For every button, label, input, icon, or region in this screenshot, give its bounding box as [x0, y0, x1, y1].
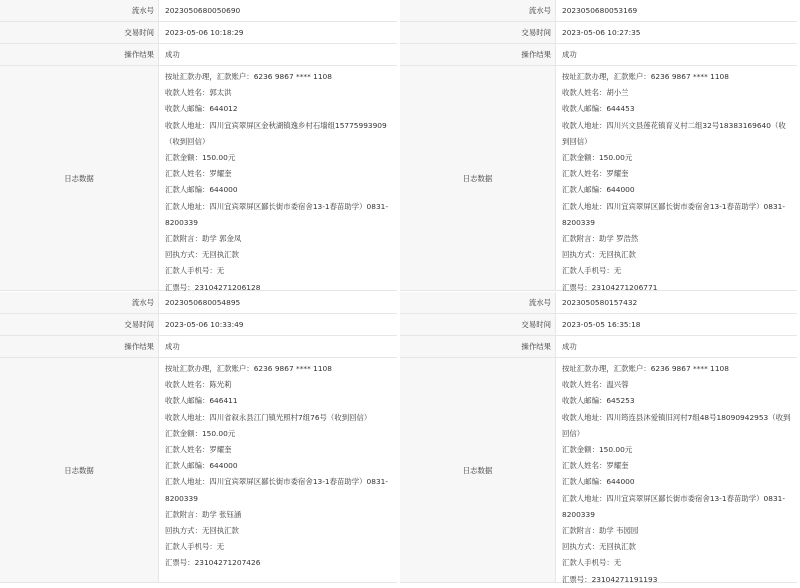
serial-label: 流水号 [400, 0, 556, 21]
serial-value: 2023050680053169 [562, 6, 638, 15]
log-label: 日志数据 [0, 66, 159, 290]
log-line: 汇票号：23104271206771 [562, 282, 658, 292]
log-line: 收款人姓名：胡小兰 [562, 88, 629, 98]
result-row [400, 336, 797, 358]
log-line: 收款人邮编：645253 [562, 396, 635, 406]
log-line: 汇款附言：助学 罗浩然 [562, 234, 639, 244]
result-label: 操作结果 [400, 336, 556, 357]
result-value: 成功 [562, 342, 577, 351]
time-label: 交易时间 [400, 314, 556, 335]
log-line: 汇款附言：助学 韦园园 [562, 526, 639, 536]
log-line: 汇款人邮编：644000 [562, 477, 635, 487]
record-card-2 [400, 0, 797, 291]
log-row [0, 66, 397, 291]
log-line: 收款人地址：四川省叙永县江门镇光照村7组76号（收到回信） [165, 412, 372, 422]
log-line: 收款人姓名：陈光莉 [165, 380, 232, 390]
log-line: 汇票号：23104271206128 [165, 282, 261, 292]
time-label: 交易时间 [0, 22, 159, 43]
log-line: 汇款附言：助学 郭金凤 [165, 234, 242, 244]
time-row [400, 22, 797, 44]
log-line: 汇款附言：助学 张钰涵 [165, 509, 242, 519]
result-value: 成功 [165, 50, 180, 59]
log-line: 收款人姓名：郭太洪 [165, 88, 232, 98]
log-line: 收款人地址：四川筠连县沐爱镇旧河村7组48号18090942953（收到回信） [562, 412, 791, 438]
log-line: 汇款金额：150.00元 [165, 428, 236, 438]
log-line: 汇款金额：150.00元 [562, 153, 633, 163]
log-line: 汇款人姓名：罗耀奎 [165, 445, 232, 455]
serial-label: 流水号 [0, 292, 159, 313]
log-label: 日志数据 [400, 66, 556, 290]
log-label: 日志数据 [0, 358, 159, 582]
time-value: 2023-05-05 16:35:18 [562, 320, 641, 329]
log-label: 日志数据 [400, 358, 556, 582]
log-line: 按址汇款办理，汇款账户：6236 9867 **** 1108 [165, 364, 332, 373]
log-line: 收款人姓名：温兴蓉 [562, 380, 629, 390]
serial-label: 流水号 [400, 292, 556, 313]
serial-row [0, 0, 397, 22]
log-line: 回执方式：无回执汇款 [562, 250, 636, 260]
time-value: 2023-05-06 10:33:49 [165, 320, 244, 329]
log-line: 汇款人邮编：644000 [165, 461, 238, 471]
log-line: 汇款金额：150.00元 [562, 445, 633, 455]
log-line: 按址汇款办理，汇款账户：6236 9867 **** 1108 [562, 72, 729, 81]
result-row [400, 44, 797, 66]
log-line: 汇款人姓名：罗耀奎 [165, 169, 232, 179]
log-line: 收款人邮编：646411 [165, 396, 238, 406]
log-line: 汇款人地址：四川宜宾翠屏区鄙长街市委宿舍13-1春苗助学）0831-8200339 [165, 477, 389, 503]
serial-value: 2023050680050690 [165, 6, 241, 15]
serial-value: 2023050580157432 [562, 298, 638, 307]
serial-row [400, 0, 797, 22]
log-line: 收款人地址：四川兴文县莲花镇育义村二组32号18383169640（收到回信） [562, 120, 786, 146]
log-line: 汇款人地址：四川宜宾翠屏区鄙长街市委宿舍13-1春苗助学）0831-8200339 [165, 201, 389, 227]
log-line: 按址汇款办理，汇款账户：6236 9867 **** 1108 [165, 72, 332, 81]
log-line: 回执方式：无回执汇款 [165, 526, 239, 536]
log-line: 汇款人手机号：无 [165, 542, 225, 552]
log-line: 汇款人姓名：罗耀奎 [562, 461, 629, 471]
record-card-1 [0, 0, 397, 291]
log-line: 汇款人手机号：无 [165, 266, 225, 276]
time-label: 交易时间 [0, 314, 159, 335]
log-line: 汇票号：23104271207426 [165, 558, 261, 568]
result-label: 操作结果 [0, 44, 159, 65]
log-line: 收款人邮编：644453 [562, 104, 635, 114]
log-line: 汇款人邮编：644000 [165, 185, 238, 195]
result-value: 成功 [562, 50, 577, 59]
log-content [556, 66, 797, 290]
time-value: 2023-05-06 10:18:29 [165, 28, 244, 37]
time-value: 2023-05-06 10:27:35 [562, 28, 641, 37]
log-row [400, 358, 797, 583]
time-label: 交易时间 [400, 22, 556, 43]
result-value: 成功 [165, 342, 180, 351]
log-line: 回执方式：无回执汇款 [562, 542, 636, 552]
record-card-4 [400, 292, 797, 583]
log-line: 汇款人手机号：无 [562, 266, 622, 276]
log-content [159, 66, 397, 290]
log-line: 按址汇款办理，汇款账户：6236 9867 **** 1108 [562, 364, 729, 373]
serial-row [0, 292, 397, 314]
log-row [0, 358, 397, 583]
log-line: 回执方式：无回执汇款 [165, 250, 239, 260]
log-line: 汇款人手机号：无 [562, 558, 622, 568]
record-card-3 [0, 292, 397, 583]
result-row [0, 336, 397, 358]
time-row [0, 22, 397, 44]
log-line: 收款人地址：四川宜宾翠屏区金秋湖镇逸乡村石墙组15775993909（收到回信） [165, 120, 387, 146]
serial-label: 流水号 [0, 0, 159, 21]
serial-row [400, 292, 797, 314]
log-content [556, 358, 797, 582]
log-row [400, 66, 797, 291]
log-line: 汇款人地址：四川宜宾翠屏区鄙长街市委宿舍13-1春苗助学）0831-8200339 [562, 201, 786, 227]
serial-value: 2023050680054895 [165, 298, 241, 307]
result-row [0, 44, 397, 66]
log-line: 汇款金额：150.00元 [165, 153, 236, 163]
time-row [400, 314, 797, 336]
log-line: 汇款人地址：四川宜宾翠屏区鄙长街市委宿舍13-1春苗助学）0831-8200339 [562, 493, 786, 519]
result-label: 操作结果 [400, 44, 556, 65]
time-row [0, 314, 397, 336]
log-line: 汇款人邮编：644000 [562, 185, 635, 195]
log-line: 汇款人姓名：罗耀奎 [562, 169, 629, 179]
log-content [159, 358, 397, 582]
log-line: 收款人邮编：644012 [165, 104, 238, 114]
result-label: 操作结果 [0, 336, 159, 357]
log-line: 汇票号：23104271191193 [562, 574, 658, 584]
